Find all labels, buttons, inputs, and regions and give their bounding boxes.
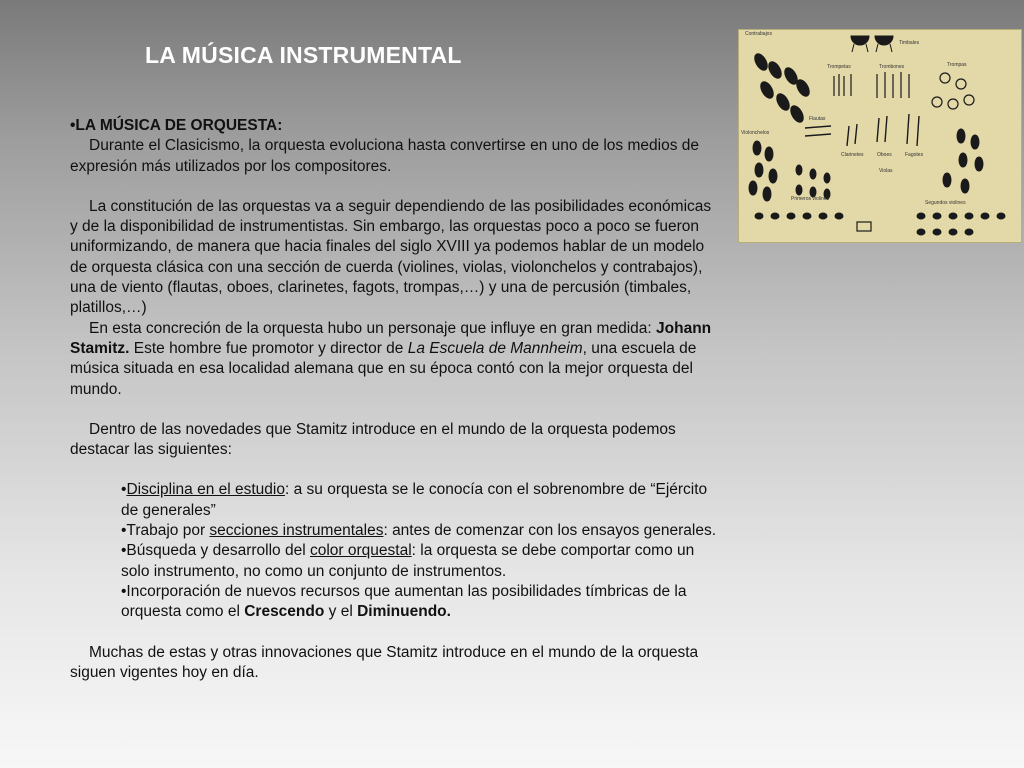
- stamitz-name: Johann Stamitz.: [70, 319, 712, 357]
- podium-icon: [857, 222, 871, 231]
- label-trompas: Trompas: [947, 62, 967, 68]
- paragraph-5: Muchas de estas y otras innovaciones que Stamitz introduce en el mundo de la orquesta siguen vigentes hoy en día.: [70, 643, 699, 681]
- label-fagotes: Fagotes: [905, 152, 924, 158]
- innovations-list: [70, 480, 722, 622]
- label-clarinetes: Clarinetes: [841, 152, 864, 158]
- label-primeros-violines: Primeros violines: [791, 196, 830, 202]
- slide-body: [70, 116, 722, 683]
- section-heading: •LA MÚSICA DE ORQUESTA:: [70, 117, 283, 134]
- list-item: •Trabajo por secciones instrumentales: antes de comenzar con los ensayos generales.: [121, 522, 717, 540]
- orchestra-seating-diagram: [738, 29, 1022, 243]
- label-violonchelos: Violonchelos: [741, 130, 770, 136]
- label-contrabajos: Contrabajos: [745, 31, 772, 37]
- paragraph-4: Dentro de las novedades que Stamitz introduce en el mundo de la orquesta podemos destacar las siguientes:: [70, 420, 676, 459]
- label-flautas: Flautas: [809, 116, 826, 122]
- paragraph-3: En esta concreción de la orquesta hubo un personaje que influye en gran medida: Johann Stamitz. Este hombre fue promotor y director de La Escuela de Mannheim, una escuela de música situada en esa localidad alemana que en su época contó con la mejor orquesta del mundo.: [70, 319, 712, 398]
- slide-title: LA MÚSICA INSTRUMENTAL: [145, 42, 462, 68]
- label-segundos-violines: Segundos violines: [925, 200, 966, 206]
- list-item: •Búsqueda y desarrollo del color orquestal: la orquesta se debe comportar como un solo instrumento, no como un conjunto de instrumentos.: [121, 542, 695, 580]
- list-item: •Incorporación de nuevos recursos que aumentan las posibilidades tímbricas de la orquesta como el Crescendo y el Diminuendo.: [121, 582, 687, 621]
- brass-icon: [834, 72, 974, 109]
- timpani-icon: [851, 36, 893, 52]
- cello-icon: [749, 141, 777, 201]
- label-violas: Violas: [879, 168, 893, 174]
- label-timbales: Timbales: [899, 40, 920, 46]
- double-bass-icon: [752, 52, 812, 125]
- school-name: La Escuela de Mannheim: [407, 339, 583, 357]
- paragraph-2-tail: platillos,…): [70, 299, 147, 317]
- paragraph-2: La constitución de las orquestas va a seguir dependiendo de las posibilidades económicas y de la disponibilidad de instrumentistas. Sin embargo, las orquestas poco a poco se fueron uniformizando, de manera que hacia finales del siglo XVIII ya podemos hablar de un modelo de orquesta clásica con una sección de cuerda (violines, violas, violonchelos y contrabajos), una de viento (flautas, oboes, clarinetes, fagots, trompas,…) y una de percusión (timbales,: [70, 197, 712, 297]
- viola-icon: [943, 129, 983, 193]
- label-trombones: Trombones: [879, 64, 905, 70]
- list-item: •Disciplina en el estudio: a su orquesta se le conocía con el sobrenombre de “Ejército de generales”: [121, 481, 708, 519]
- label-oboes: Oboes: [877, 152, 892, 158]
- paragraph-1: Durante el Clasicismo, la orquesta evoluciona hasta convertirse en uno de los medios de expresión más utilizados por los compositores.: [70, 137, 700, 175]
- label-trompetas: Trompetas: [827, 64, 851, 70]
